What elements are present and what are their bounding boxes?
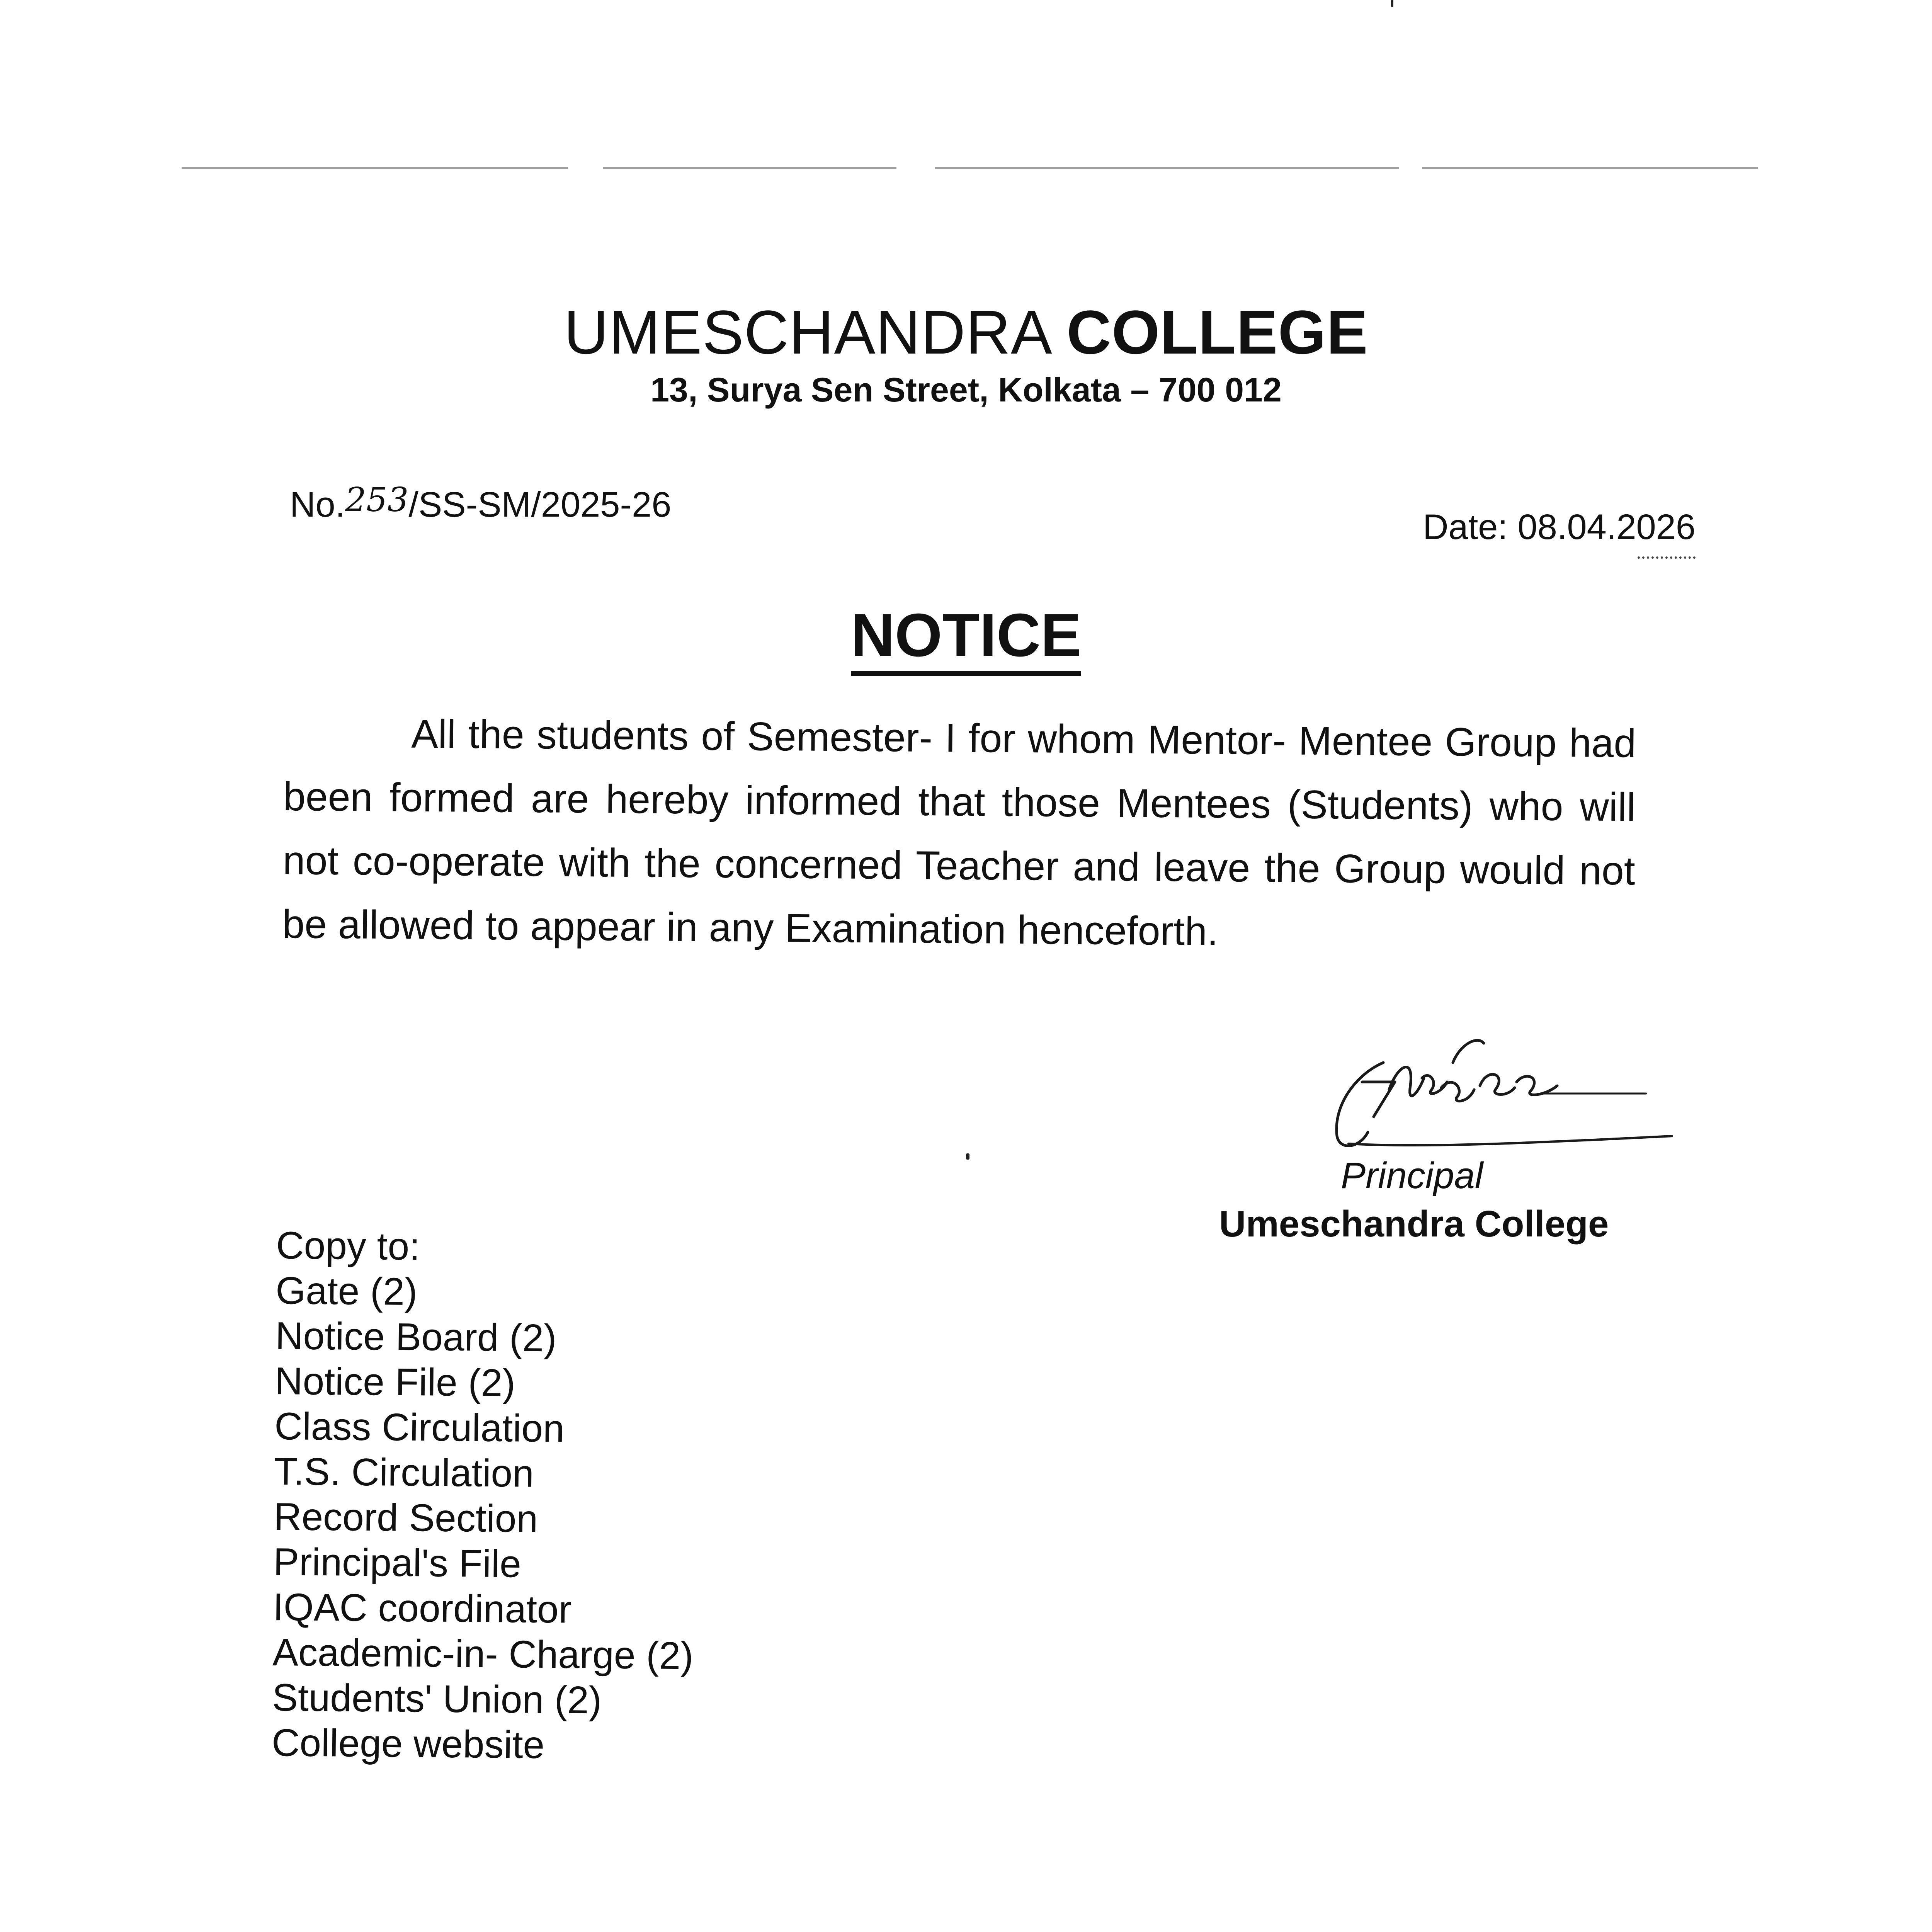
- copy-to-list: [272, 1223, 697, 1769]
- scan-speck: [966, 1153, 969, 1160]
- copy-to-item: Academic-in- Charge (2): [272, 1630, 694, 1678]
- college-address: 13, Surya Sen Street, Kolkata – 700 012: [650, 371, 1282, 409]
- notice-body: All the students of Semester- I for whom Mentor- Mentee Group had been formed are hereby informed that those Mentees (Students) who will not co-operate with the concerned Teacher and leave the Group would not be allowed to appear in any Examination henceforth.: [282, 711, 1636, 954]
- reference-handwritten-number: 253: [345, 481, 409, 519]
- notice-title-text: NOTICE: [851, 601, 1082, 676]
- scan-artifact-line: [603, 167, 896, 169]
- copy-to-item: Notice Board (2): [275, 1314, 557, 1360]
- principal-signature: [1325, 1020, 1673, 1167]
- notice-title: [0, 601, 1932, 669]
- college-name: [0, 298, 1932, 367]
- copy-to-item: IQAC coordinator: [272, 1585, 572, 1631]
- scan-artifact-line: [182, 167, 568, 169]
- reference-number: [290, 481, 672, 524]
- signatory-organization: Umeschandra College: [1219, 1203, 1609, 1245]
- scan-artifact-line: [935, 167, 1399, 169]
- reference-prefix: No.: [290, 485, 345, 524]
- date-dotted-underline: [1638, 556, 1696, 559]
- scan-speck: [1391, 0, 1393, 7]
- reference-suffix: /SS-SM/2025-26: [408, 485, 672, 524]
- notice-date: Date: 08.04.2026: [1423, 507, 1696, 547]
- copy-to-item: Class Circulation: [274, 1404, 565, 1451]
- college-name-bold: COLLEGE: [1066, 298, 1368, 367]
- copy-to-item: Record Section: [273, 1495, 538, 1541]
- copy-to-item: Students' Union (2): [272, 1675, 602, 1722]
- copy-to-item: Notice File (2): [274, 1359, 516, 1405]
- college-name-light: UMESCHANDRA: [564, 298, 1049, 367]
- copy-to-item: College website: [271, 1721, 545, 1767]
- copy-to-item: T.S. Circulation: [274, 1449, 534, 1495]
- copy-to-item: Principal's File: [273, 1540, 522, 1586]
- copy-to-heading: Copy to:: [276, 1224, 420, 1269]
- copy-to-item: Gate (2): [275, 1269, 418, 1314]
- signatory-title: Principal: [1341, 1155, 1483, 1196]
- scan-artifact-line: [1422, 167, 1758, 169]
